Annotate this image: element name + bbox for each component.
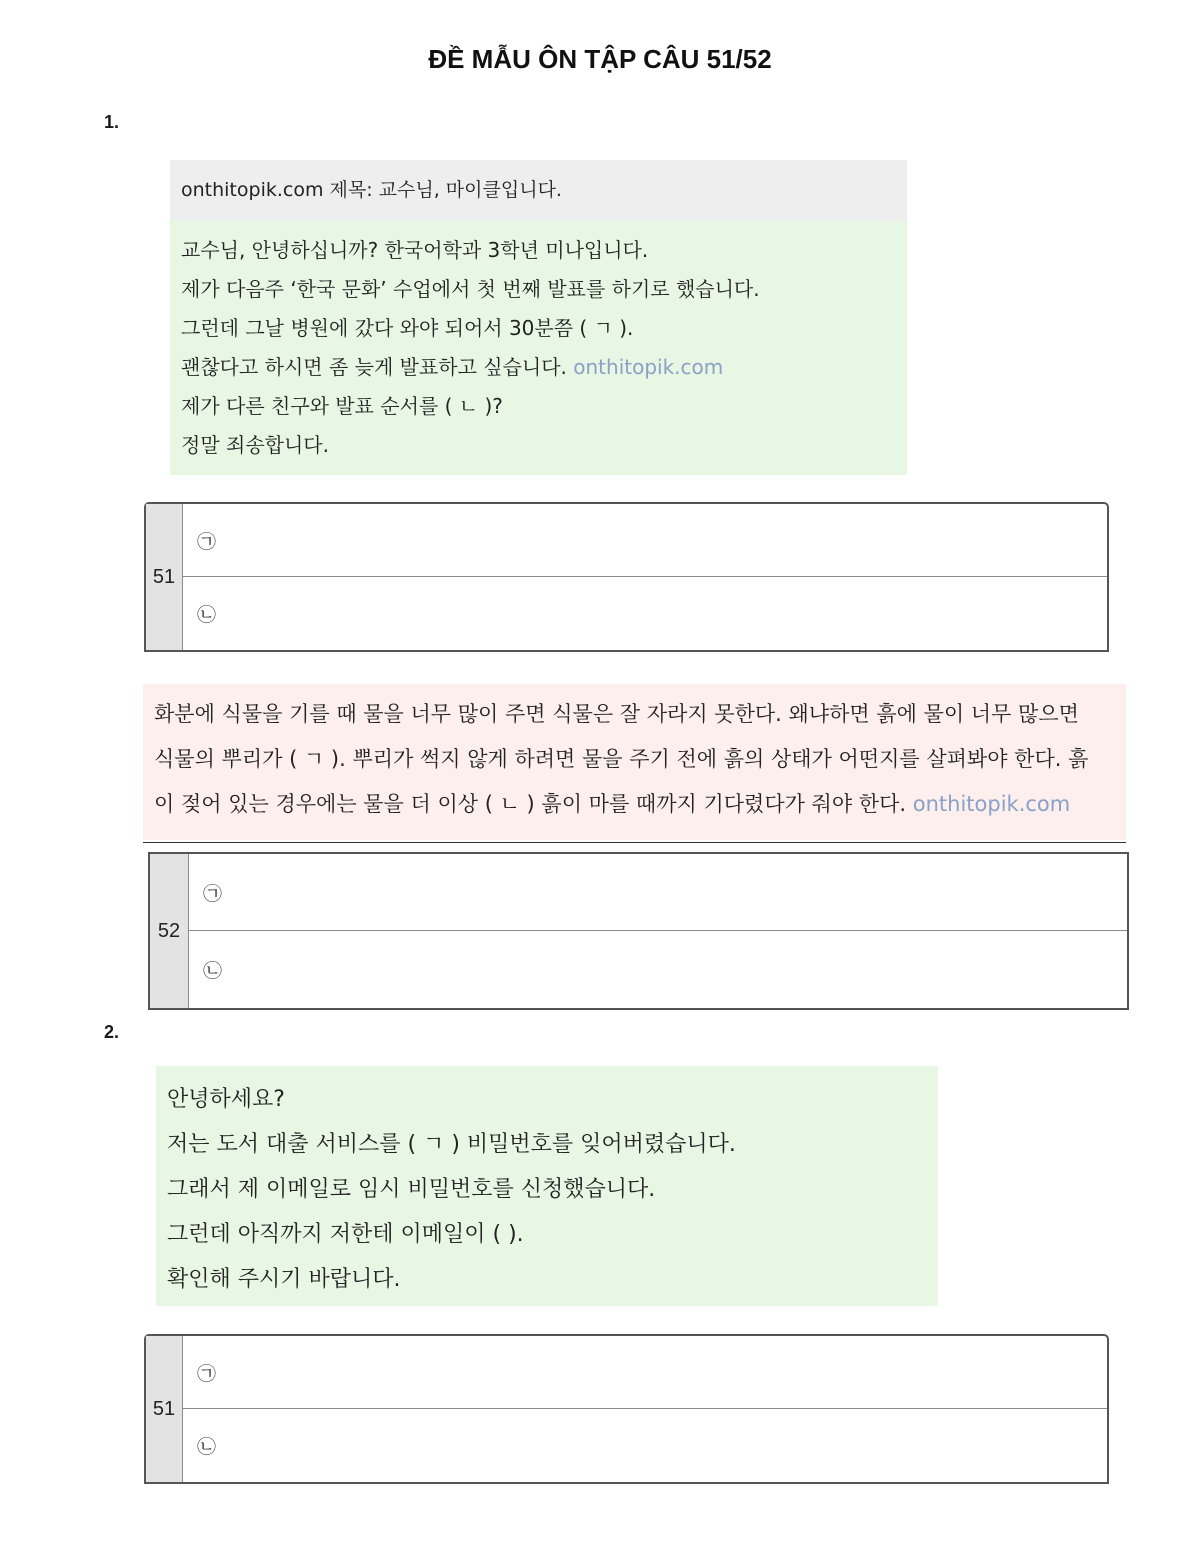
question-number-1: 1.: [104, 112, 120, 132]
email-line: 정말 죄송합니다.: [181, 433, 329, 457]
page-title: ĐỀ MẪU ÔN TẬP CÂU 51/52: [428, 44, 772, 74]
watermark: onthitopik.com: [573, 355, 724, 379]
question-number-2: 2.: [104, 1022, 120, 1042]
passage-line: 화분에 식물을 기를 때 물을 너무 많이 주면 식물은 잘 자라지 못한다. 왜냐하면 흙에 물이 너무 많으면: [154, 702, 1079, 726]
email-line: 확인해 주시기 바랍니다.: [167, 1267, 401, 1292]
email-line: 교수님, 안녕하십니까? 한국어학과 3학년 미나입니다.: [181, 238, 649, 262]
answer-label: 51: [146, 1336, 183, 1482]
answer-row-1[interactable]: [183, 504, 1107, 577]
circled-nieun-icon: ㉡: [203, 960, 223, 982]
circled-giyeok-icon: ㉠: [197, 530, 217, 553]
answer-row-2[interactable]: [183, 1409, 1107, 1482]
answer-label: 52: [150, 854, 189, 1008]
email-line: 제가 다음주 ‘한국 문화’ 수업에서 첫 번째 발표를 하기로 했습니다.: [181, 277, 760, 301]
passage-box: [143, 684, 1126, 840]
circled-giyeok-icon: ㉠: [203, 882, 223, 905]
email-line: 안녕하세요?: [167, 1087, 285, 1112]
email-box-2: [156, 1066, 938, 1306]
email-line: 저는 도서 대출 서비스를 ( ㄱ ) 비밀번호를 잊어버렸습니다.: [167, 1132, 736, 1157]
watermark: onthitopik.com: [912, 792, 1071, 816]
answer-row-1[interactable]: [189, 854, 1127, 931]
email-line: 그래서 제 이메일로 임시 비밀번호를 신청했습니다.: [167, 1177, 656, 1202]
passage-line-text: 이 젖어 있는 경우에는 물을 더 이상 ( ㄴ ) 흙이 마를 때까지 기다렸다가 줘야 한다.: [154, 792, 907, 816]
email-header: onthitopik.com 제목: 교수님, 마이클입니다.: [170, 160, 907, 221]
email-line-text: 괜찮다고 하시면 좀 늦게 발표하고 싶습니다.: [181, 355, 567, 379]
answer-box-51: [144, 502, 1109, 652]
answer-box-52: [148, 852, 1129, 1010]
email-line: 그런데 아직까지 저한테 이메일이 ( ).: [167, 1222, 524, 1247]
passage-line: 식물의 뿌리가 ( ㄱ ). 뿌리가 썩지 않게 하려면 물을 주기 전에 흙의 상태가 어떤지를 살펴봐야 한다. 흙: [154, 747, 1089, 771]
email-body: [156, 1066, 938, 1306]
email-box-1: [170, 160, 907, 475]
answer-row-2[interactable]: [183, 577, 1107, 650]
answer-label: 51: [146, 504, 183, 650]
answer-row-2[interactable]: [189, 931, 1127, 1008]
email-line: 제가 다른 친구와 발표 순서를 ( ㄴ )?: [181, 394, 503, 418]
divider: [143, 842, 1126, 843]
email-line: [181, 348, 897, 387]
answer-row-1[interactable]: [183, 1336, 1107, 1409]
circled-nieun-icon: ㉡: [197, 1436, 217, 1458]
passage-line: [154, 782, 1114, 827]
email-line: 그런데 그날 병원에 갔다 와야 되어서 30분쯤 ( ㄱ ).: [181, 316, 634, 340]
circled-giyeok-icon: ㉠: [197, 1362, 217, 1385]
email-body: [170, 221, 907, 475]
circled-nieun-icon: ㉡: [197, 604, 217, 626]
answer-box-51-q2: [144, 1334, 1109, 1484]
